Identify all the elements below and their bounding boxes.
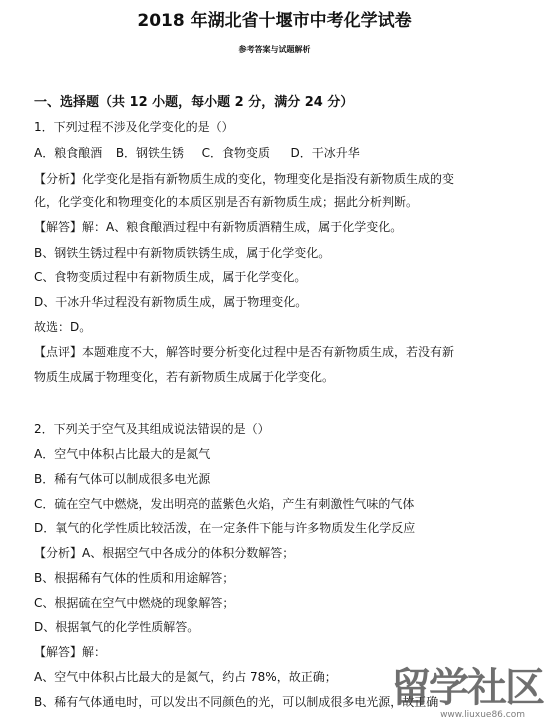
q2-option-d: D．氧气的化学性质比较活泼，在一定条件下能与许多物质发生化学反应 (34, 521, 416, 535)
q2-stem: 2．下列关于空气及其组成说法错误的是（） (34, 422, 270, 436)
q2-analysis-b: B、根据稀有气体的性质和用途解答； (34, 571, 235, 585)
q1-option-b: B．钢铁生锈 (115, 146, 185, 160)
section-title: 一、选择题（共 12 小题，每小题 2 分，满分 24 分） (34, 95, 354, 110)
q2-option-a: A．空气中体积占比最大的是氮气 (34, 447, 211, 461)
document-subtitle: 参考答案与试题解析 (238, 45, 311, 54)
q2-answer-b: B、稀有气体通电时，可以发出不同颜色的光，可以制成很多电光源，故正确 (34, 695, 439, 709)
document-title: 2018 年湖北省十堰市中考化学试卷 (137, 11, 412, 31)
q1-answer-b: B、钢铁生锈过程中有新物质铁锈生成，属于化学变化。 (34, 246, 331, 260)
q1-options (34, 144, 360, 162)
q2-analysis-a: 【分析】A、根据空气中各成分的体积分数解答； (34, 546, 295, 560)
q1-option-c: C．食物变质 (201, 146, 271, 160)
q1-analysis-line-2: 化，化学变化和物理变化的本质区别是否有新物质生成；据此分析判断。 (34, 195, 419, 209)
q2-analysis-c: C、根据硫在空气中燃烧的现象解答； (34, 596, 235, 610)
q1-choice: 故选：D。 (34, 320, 92, 334)
q1-comment-line-1: 【点评】本题难度不大，解答时要分析变化过程中是否有新物质生成，若没有新 (34, 345, 455, 359)
q2-option-b: B．稀有气体可以制成很多电光源 (34, 472, 211, 486)
watermark-text: 留学社区 (391, 665, 543, 711)
q1-comment-line-2: 物质生成属于物理变化，若有新物质生成属于化学变化。 (34, 370, 335, 384)
q1-answer-a: 【解答】解：A、粮食酿酒过程中有新物质酒精生成，属于化学变化。 (34, 220, 403, 234)
q1-analysis-line-1: 【分析】化学变化是指有新物质生成的变化，物理变化是指没有新物质生成的变 (34, 172, 455, 186)
q2-analysis-d: D、根据氧气的化学性质解答。 (34, 620, 200, 634)
q1-answer-c: C、食物变质过程中有新物质生成，属于化学变化。 (34, 270, 307, 284)
q1-option-d: D．干冰升华 (290, 146, 360, 160)
q1-option-a: A．粮食酿酒 (34, 146, 103, 160)
q2-answer-a: A、空气中体积占比最大的是氮气，约占 78%，故正确； (34, 670, 337, 684)
watermark-url: www.liuxue86.com (440, 710, 525, 720)
q1-answer-d: D、干冰升华过程没有新物质生成，属于物理变化。 (34, 295, 308, 309)
q1-stem: 1．下列过程不涉及化学变化的是（） (34, 120, 234, 134)
q2-answer-head: 【解答】解： (34, 645, 107, 659)
q2-option-c: C．硫在空气中燃烧，发出明亮的蓝紫色火焰，产生有刺激性气味的气体 (34, 497, 415, 511)
watermark-logo (365, 666, 543, 722)
